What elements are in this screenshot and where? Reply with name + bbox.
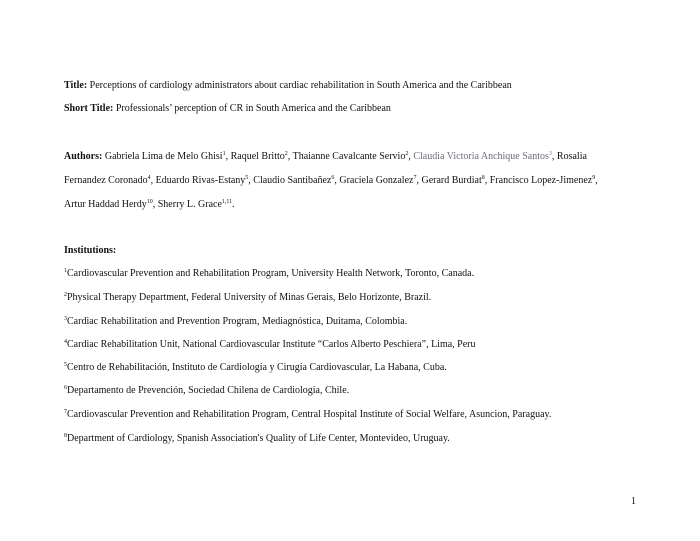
institution-sup: 6 (64, 385, 67, 391)
author-affiliation-sup: 9 (592, 175, 596, 181)
institution-sup: 4 (64, 339, 67, 345)
author-separator: , (595, 175, 598, 186)
institution-sup: 5 (64, 362, 67, 368)
author-affiliation-sup: 10 (146, 199, 153, 205)
author-name: Artur Haddad Herdy (64, 199, 147, 210)
short-title-line (64, 103, 391, 115)
institution-sup: 1 (64, 268, 67, 274)
institution-text: Cardiovascular Prevention and Rehabilitation Program, University Health Network, Toronto, Canada. (67, 268, 475, 279)
author-affiliation-sup: 1,11 (221, 199, 233, 205)
institution-item (64, 316, 407, 328)
author-name: Rosalia (554, 151, 587, 162)
institution-sup: 3 (64, 316, 67, 322)
institution-sup: 2 (64, 292, 67, 298)
institutions-heading-line (64, 245, 116, 257)
author-affiliation-sup: 7 (413, 175, 417, 181)
author-name: Claudio Santibañez (250, 175, 332, 186)
author-separator: , (484, 175, 488, 186)
author-name: Gerard Burdiat (418, 175, 482, 186)
author-separator: , (551, 151, 555, 162)
authors-line-1 (64, 151, 587, 163)
author-separator: , (248, 175, 251, 186)
author-name: Graciela Gonzalez (336, 175, 414, 186)
authors-label: Authors: (64, 151, 103, 162)
institution-sup: 8 (64, 433, 67, 439)
author-separator: . (232, 199, 235, 210)
institution-text: Centro de Rehabilitación, Instituto de Cardiología y Cirugía Cardiovascular, La Habana, Cuba. (67, 362, 447, 373)
author-name: Eduardo Rivas-Estany (153, 175, 246, 186)
author-affiliation-sup: 1 (222, 151, 226, 157)
author-separator: , (416, 175, 419, 186)
institution-item (64, 409, 551, 421)
title-line (64, 80, 512, 92)
page-number: 1 (631, 496, 636, 507)
institution-text: Cardiac Rehabilitation Unit, National Cardiovascular Institute “Carlos Alberto Peschiera”, Lima, Peru (67, 339, 476, 350)
author-separator: , (225, 151, 229, 162)
institution-text: Cardiac Rehabilitation and Prevention Program, Mediagnóstica, Duitama, Colombia. (67, 316, 408, 327)
author-name: Claudia Victoria Anchique Santos (410, 151, 549, 162)
author-name: Francisco Lopez-Jimenez (487, 175, 593, 186)
authors-line-2 (64, 175, 598, 187)
author-affiliation-sup: 4 (147, 175, 151, 181)
author-affiliation-sup: 3 (548, 151, 552, 157)
author-name: Thaianne Cavalcante Servio (290, 151, 406, 162)
institutions-heading: Institutions: (64, 245, 117, 256)
institution-text: Department of Cardiology, Spanish Association's Quality of Life Center, Montevideo, Uruguay. (67, 433, 450, 444)
institution-text: Physical Therapy Department, Federal University of Minas Gerais, Belo Horizonte, Brazil. (67, 292, 432, 303)
institution-text: Cardiovascular Prevention and Rehabilitation Program, Central Hospital Institute of Social Welfare, Asuncion, Paraguay. (67, 409, 552, 420)
short-title-label: Short Title: (64, 103, 114, 114)
institution-item (64, 292, 431, 304)
author-name: Gabriela Lima de Melo Ghisi (102, 151, 223, 162)
institution-item (64, 339, 476, 351)
author-affiliation-sup: 5 (245, 175, 249, 181)
author-affiliation-sup: 2 (284, 151, 288, 157)
author-separator: , (408, 151, 411, 162)
author-separator: , (334, 175, 337, 186)
author-name: Raquel Britto (228, 151, 285, 162)
author-separator: , (150, 175, 154, 186)
institution-item (64, 362, 447, 374)
institution-item (64, 268, 474, 280)
author-name: Fernandez Coronado (64, 175, 148, 186)
institution-item (64, 433, 450, 445)
institution-sup: 7 (64, 409, 67, 415)
author-affiliation-sup: 6 (331, 175, 335, 181)
institution-item (64, 385, 349, 397)
author-name: Sherry L. Grace (155, 199, 222, 210)
author-separator: , (152, 199, 156, 210)
author-separator: , (287, 151, 291, 162)
authors-line-3 (64, 199, 235, 211)
institution-text: Departamento de Prevención, Sociedad Chilena de Cardiología, Chile. (67, 385, 350, 396)
title-label: Title: (64, 80, 88, 91)
author-affiliation-sup: 2 (405, 151, 409, 157)
title-text: Perceptions of cardiology administrators about cardiac rehabilitation in South America and the Caribbean (87, 80, 512, 91)
author-affiliation-sup: 8 (481, 175, 485, 181)
short-title-text: Professionals’ perception of CR in South America and the Caribbean (113, 103, 391, 114)
